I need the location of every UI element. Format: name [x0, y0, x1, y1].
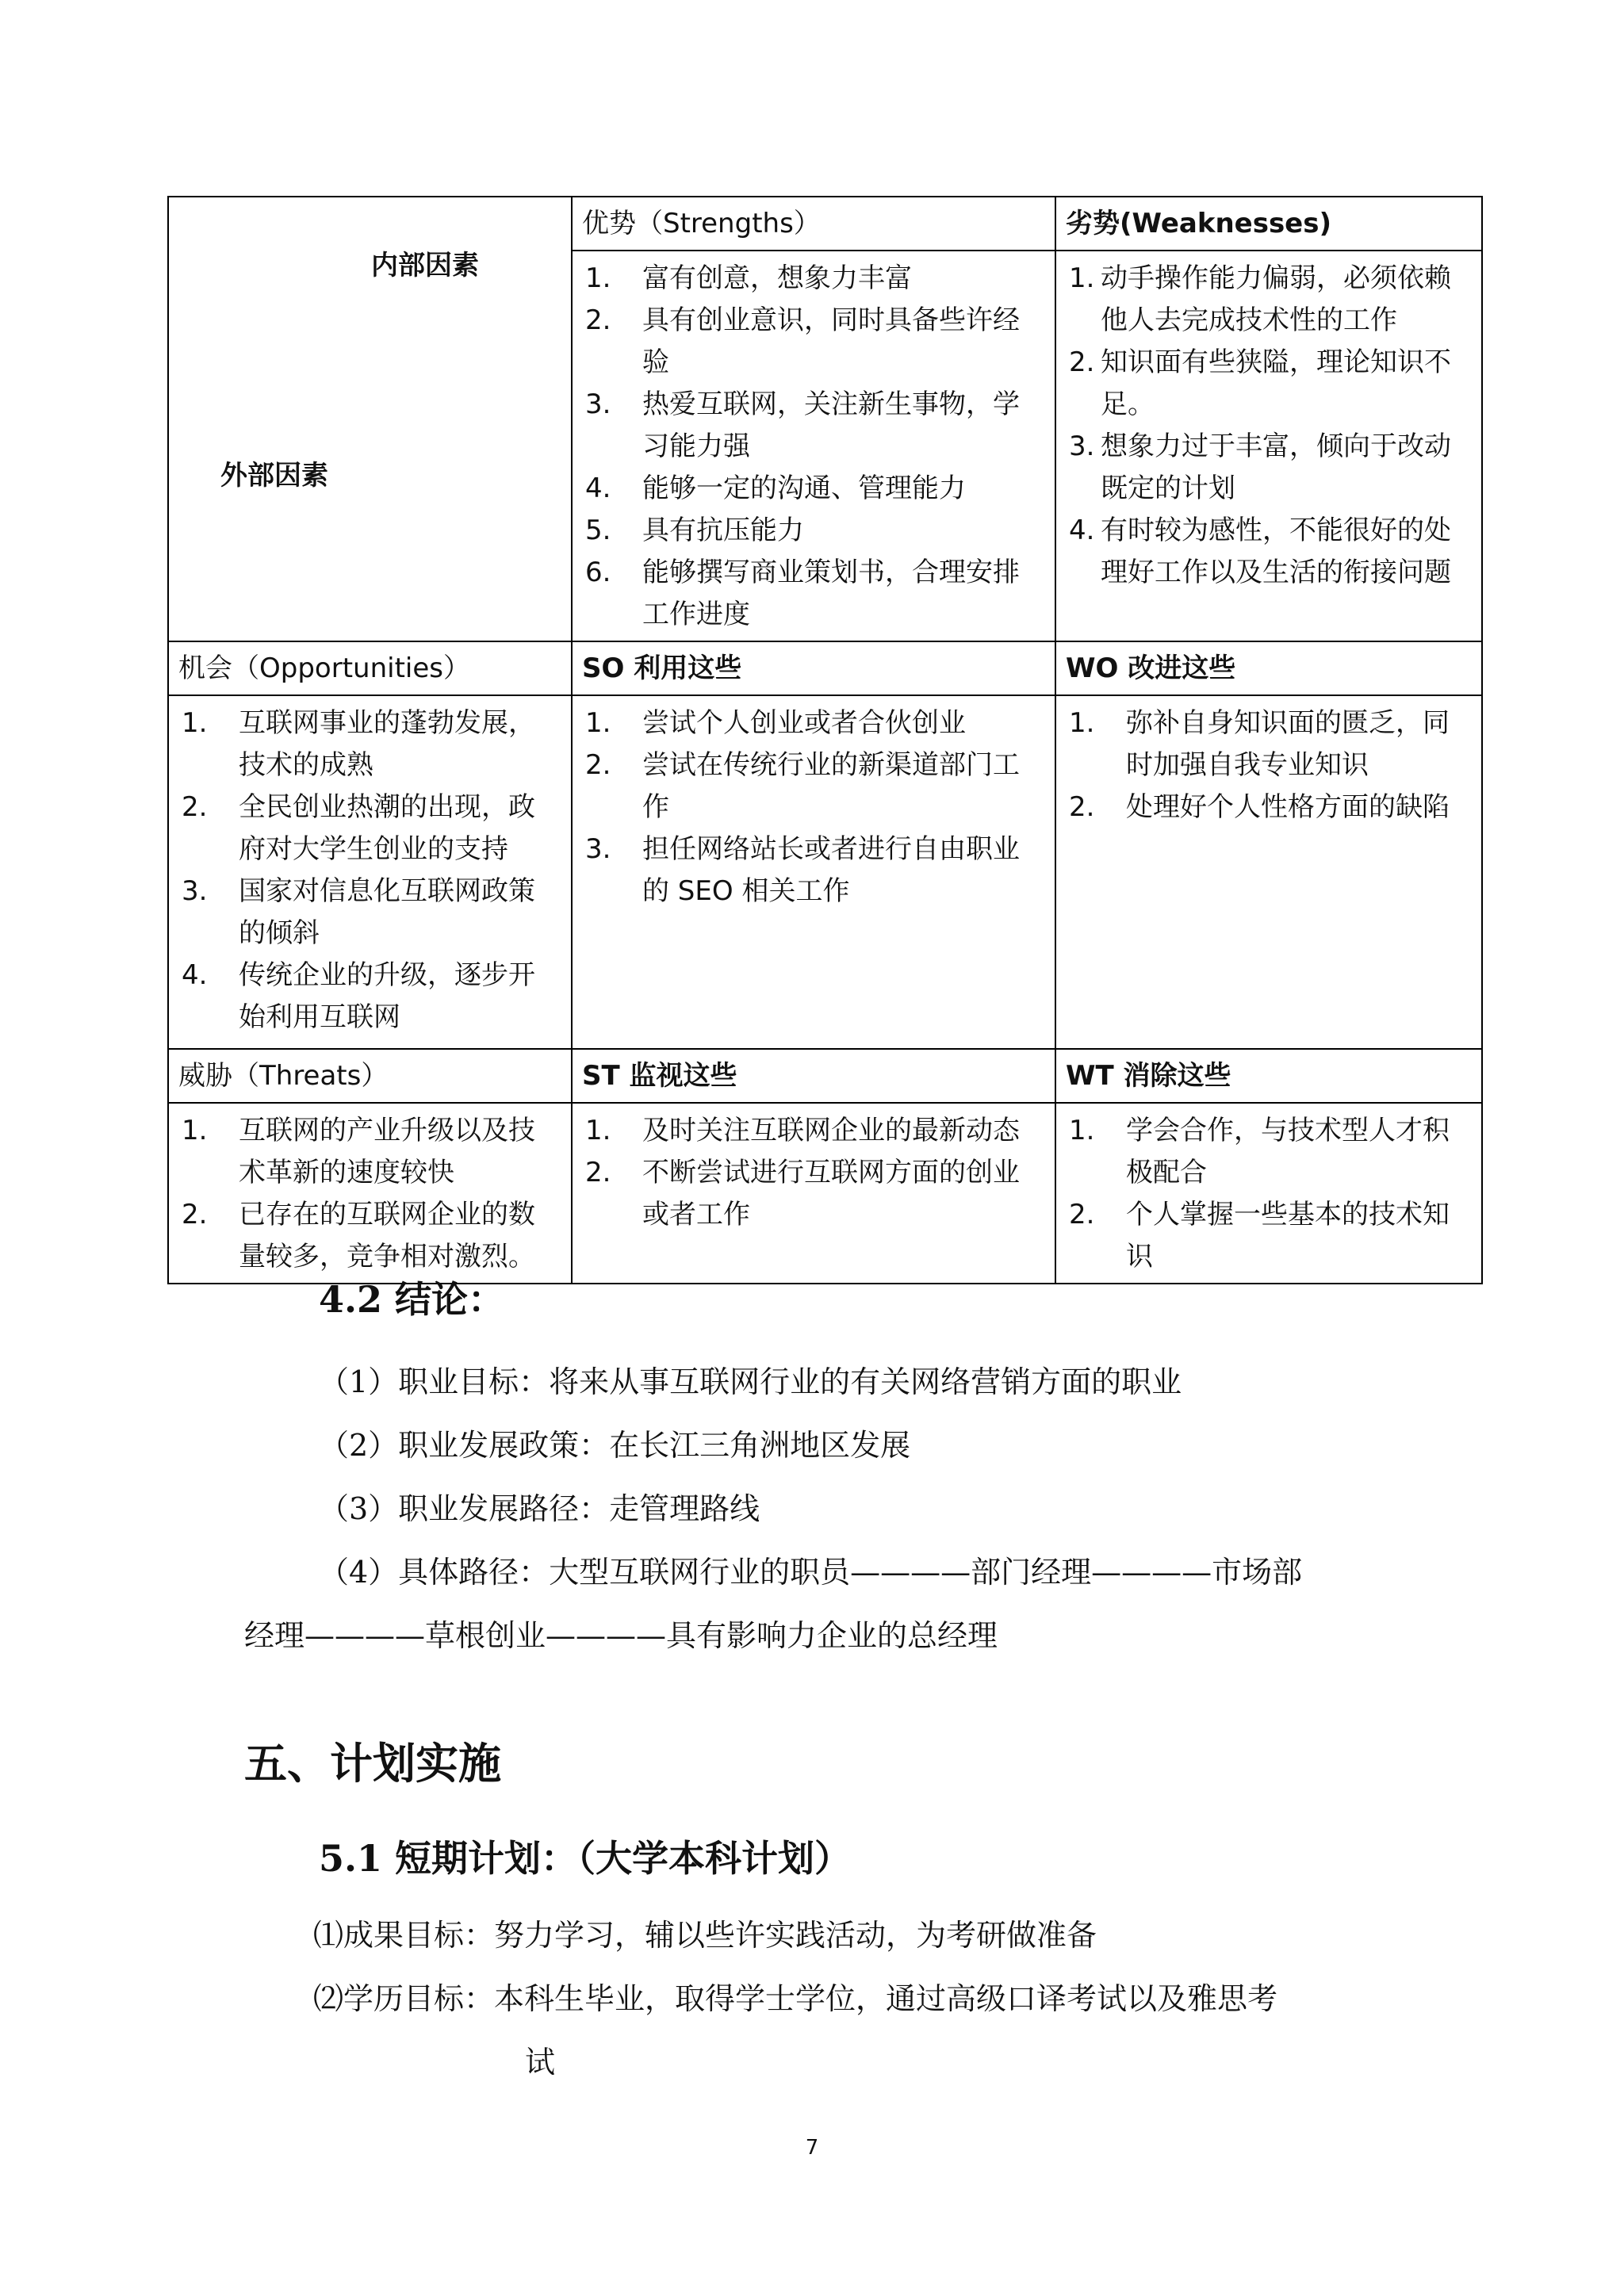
list-item	[178, 871, 561, 955]
opportunities-cell	[168, 695, 572, 1049]
list-item-text: 学会合作，与技术型人才积极配合	[1126, 1115, 1450, 1188]
conclusion-item-3: （3）职业发展路径：走管理路线	[319, 1491, 760, 1526]
short-term-plan-title: 5.1 短期计划：（大学本科计划）	[319, 1837, 852, 1880]
list-item-number: 4.	[1069, 515, 1095, 546]
st-cell	[572, 1103, 1055, 1284]
list-item-number: 2.	[585, 749, 611, 781]
list-item	[178, 786, 561, 871]
list-item-number: 3.	[182, 875, 208, 907]
list-item-text: 传统企业的升级，逐步开始利用互联网	[239, 959, 535, 1033]
list-item-text: 热爱互联网，关注新生事物，学习能力强	[642, 388, 1020, 462]
list-item-number: 6.	[585, 557, 611, 588]
list-item	[1066, 702, 1472, 786]
list-item-text: 互联网事业的蓬勃发展，技术的成熟	[239, 707, 535, 781]
list-item-text: 处理好个人性格方面的缺陷	[1126, 791, 1450, 823]
list-item-text: 尝试在传统行业的新渠道部门工作	[642, 749, 1020, 823]
list-item	[1066, 510, 1472, 594]
list-item	[1066, 1110, 1472, 1194]
list-item-number: 1.	[585, 262, 611, 294]
st-header: ST 监视这些	[572, 1049, 1055, 1103]
conclusion-item-4: （4）具体路径：大型互联网行业的职员————部门经理————市场部	[319, 1555, 1303, 1590]
list-item-number: 2.	[1069, 1199, 1095, 1230]
so-cell	[572, 695, 1055, 1049]
list-item-number: 3.	[585, 833, 611, 865]
list-item-text: 已存在的互联网企业的数量较多，竞争相对激烈。	[239, 1199, 535, 1272]
list-item-text: 互联网的产业升级以及技术革新的速度较快	[239, 1115, 535, 1188]
weaknesses-cell	[1055, 251, 1482, 641]
list-item-text: 能够一定的沟通、管理能力	[642, 473, 966, 504]
list-item-text: 担任网络站长或者进行自由职业的 SEO 相关工作	[642, 833, 1020, 907]
conclusion-item-1: （1）职业目标：将来从事互联网行业的有关网络营销方面的职业	[319, 1364, 1182, 1399]
wt-header: WT 消除这些	[1055, 1049, 1482, 1103]
list-item-text: 弥补自身知识面的匮乏，同时加强自我专业知识	[1126, 707, 1450, 781]
list-item-number: 1.	[1069, 1115, 1095, 1146]
swot-table	[167, 196, 1483, 1284]
swot-corner-cell	[168, 197, 572, 641]
list-item-text: 动手操作能力偏弱，必须依赖他人去完成技术性的工作	[1101, 262, 1451, 336]
chapter-title: 五、计划实施	[244, 1739, 501, 1789]
education-goal: ⑵学历目标：本科生毕业，取得学士学位，通过高级口译考试以及雅思考	[313, 1981, 1278, 2016]
list-item	[582, 702, 1045, 744]
strengths-cell	[572, 251, 1055, 641]
list-item-text: 具有抗压能力	[642, 515, 804, 546]
list-item	[1066, 426, 1472, 510]
list-item-text: 及时关注互联网企业的最新动态	[642, 1115, 1020, 1146]
list-item-number: 2.	[182, 791, 208, 823]
opportunities-header: 机会（Opportunities）	[168, 641, 572, 695]
internal-factors-label: 内部因素	[371, 250, 479, 281]
list-item	[582, 828, 1045, 913]
list-item-text: 具有创业意识，同时具备些许经验	[642, 304, 1020, 378]
list-item-text: 能够撰写商业策划书，合理安排工作进度	[642, 557, 1020, 630]
page-number: 7	[805, 2136, 819, 2160]
result-goal: ⑴成果目标：努力学习，辅以些许实践活动，为考研做准备	[313, 1918, 1097, 1953]
conclusion-item-2: （2）职业发展政策：在长江三角洲地区发展	[319, 1428, 911, 1463]
list-item-number: 2.	[585, 1157, 611, 1188]
list-item-number: 3.	[585, 388, 611, 420]
conclusion-item-4-continued: 经理————草根创业————具有影响力企业的总经理	[244, 1618, 998, 1653]
external-factors-label: 外部因素	[220, 460, 328, 492]
list-item	[582, 744, 1045, 828]
list-item-text: 国家对信息化互联网政策的倾斜	[239, 875, 535, 949]
list-item	[1066, 786, 1472, 828]
list-item-number: 2.	[585, 304, 611, 336]
strengths-header: 优势（Strengths）	[572, 197, 1055, 251]
list-item-number: 5.	[585, 515, 611, 546]
list-item-text: 知识面有些狭隘，理论知识不足。	[1101, 346, 1451, 420]
wt-cell	[1055, 1103, 1482, 1284]
so-header: SO 利用这些	[572, 641, 1055, 695]
list-item-number: 2.	[182, 1199, 208, 1230]
list-item-number: 4.	[182, 959, 208, 991]
list-item	[1066, 1194, 1472, 1278]
threats-header: 威胁（Threats）	[168, 1049, 572, 1103]
conclusion-title: 4.2 结论：	[319, 1278, 505, 1321]
list-item-text: 有时较为感性，不能很好的处理好工作以及生活的衔接问题	[1101, 515, 1451, 588]
list-item-text: 全民创业热潮的出现，政府对大学生创业的支持	[239, 791, 535, 865]
list-item-number: 2.	[1069, 791, 1095, 823]
list-item	[582, 1152, 1045, 1236]
list-item-text: 想象力过于丰富，倾向于改动既定的计划	[1101, 430, 1451, 504]
wo-cell	[1055, 695, 1482, 1049]
list-item	[1066, 258, 1472, 342]
list-item	[178, 955, 561, 1039]
list-item-number: 3.	[1069, 430, 1095, 462]
list-item	[178, 702, 561, 786]
education-goal-continued: 试	[525, 2045, 556, 2080]
list-item	[582, 552, 1045, 636]
list-item-text: 富有创意，想象力丰富	[642, 262, 912, 294]
list-item-number: 4.	[585, 473, 611, 504]
list-item-number: 1.	[182, 707, 208, 739]
list-item-number: 1.	[1069, 707, 1095, 739]
threats-cell	[168, 1103, 572, 1284]
list-item	[582, 468, 1045, 510]
list-item	[178, 1110, 561, 1194]
wo-header: WO 改进这些	[1055, 641, 1482, 695]
list-item-number: 1.	[585, 1115, 611, 1146]
list-item	[178, 1194, 561, 1278]
weaknesses-header: 劣势(Weaknesses)	[1055, 197, 1482, 251]
list-item-number: 1.	[182, 1115, 208, 1146]
list-item-number: 1.	[585, 707, 611, 739]
list-item-text: 不断尝试进行互联网方面的创业或者工作	[642, 1157, 1020, 1230]
list-item	[582, 300, 1045, 384]
list-item-number: 2.	[1069, 346, 1095, 378]
list-item	[582, 510, 1045, 552]
list-item	[1066, 342, 1472, 426]
list-item	[582, 1110, 1045, 1152]
list-item	[582, 384, 1045, 468]
list-item-text: 个人掌握一些基本的技术知识	[1126, 1199, 1450, 1272]
list-item-number: 1.	[1069, 262, 1095, 294]
list-item-text: 尝试个人创业或者合伙创业	[642, 707, 966, 739]
list-item	[582, 258, 1045, 300]
